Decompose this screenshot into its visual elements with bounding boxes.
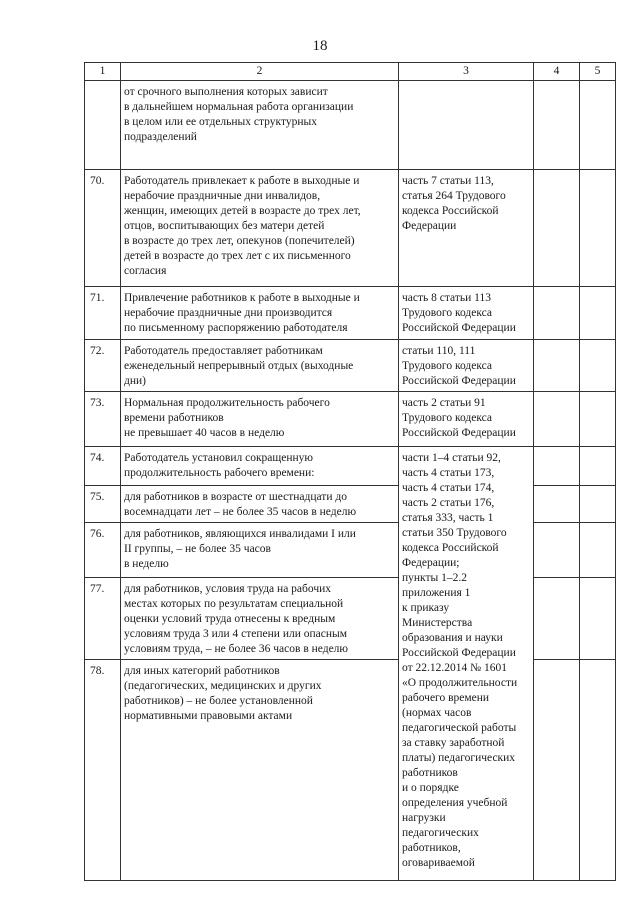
text-line: нормативными правовыми актами <box>124 710 293 722</box>
reference-line: платы) педагогических <box>402 752 516 764</box>
text-line: Работодатель установил сокращенную <box>124 452 314 464</box>
reference-line: образования и науки <box>402 632 503 644</box>
table-row <box>85 170 616 287</box>
text-line: от срочного выполнения которых зависит <box>124 86 328 98</box>
reference-line: и о порядке <box>402 782 459 794</box>
text-line: в возрасте до трех лет, опекунов (попечителей) <box>124 235 355 247</box>
header-col-4: 4 <box>534 63 580 81</box>
row-text <box>121 170 399 287</box>
reference-line: статья 333, часть 1 <box>402 512 494 524</box>
row-reference <box>399 287 534 340</box>
row-col-4 <box>534 81 580 170</box>
header-col-5: 5 <box>580 63 616 81</box>
reference-line: Федерации; <box>402 557 460 569</box>
reference-line: часть 2 статьи 91 <box>402 397 486 409</box>
text-line: подразделений <box>124 131 197 143</box>
reference-line: педагогических <box>402 827 479 839</box>
reference-line: оговариваемой <box>402 857 475 869</box>
row-number: 77. <box>85 578 121 660</box>
row-text <box>121 523 399 578</box>
text-line: для работников, являющихся инвалидами I или <box>124 528 356 540</box>
table-row-continuation <box>85 81 616 170</box>
row-col-5 <box>580 81 616 170</box>
reference-line: пункты 1–2.2 <box>402 572 467 584</box>
row-number: 76. <box>85 523 121 578</box>
row-col-4 <box>534 523 580 578</box>
text-line: оценки условий труда отнесены к вредным <box>124 613 336 625</box>
row-col-4 <box>534 486 580 523</box>
row-reference <box>399 81 534 170</box>
text-line: нерабочие праздничные дни инвалидов, <box>124 190 321 202</box>
row-number: 78. <box>85 660 121 881</box>
row-text <box>121 392 399 447</box>
table-row <box>85 523 616 578</box>
text-line: отцов, воспитывающих без матери детей <box>124 220 325 232</box>
row-number: 72. <box>85 340 121 392</box>
header-col-2: 2 <box>121 63 399 81</box>
text-line: в дальнейшем нормальная работа организации <box>124 101 354 113</box>
row-text <box>121 486 399 523</box>
reference-line: «О продолжительности <box>402 677 518 689</box>
page-number: 18 <box>312 38 328 54</box>
reference-line: за ставку заработной <box>402 737 505 749</box>
row-number: 74. <box>85 447 121 486</box>
reference-line: Министерства <box>402 617 473 629</box>
text-line: не превышает 40 часов в неделю <box>124 427 285 439</box>
reference-line: педагогической работы <box>402 722 517 734</box>
row-text <box>121 340 399 392</box>
row-col-5 <box>580 392 616 447</box>
table-row <box>85 287 616 340</box>
row-col-5 <box>580 486 616 523</box>
row-col-4 <box>534 447 580 486</box>
row-col-5 <box>580 340 616 392</box>
row-col-4 <box>534 578 580 660</box>
text-line: условиям труда 3 или 4 степени или опасным <box>124 628 348 640</box>
row-col-5 <box>580 578 616 660</box>
table-row <box>85 392 616 447</box>
text-line: условиям труда, – не более 36 часов в неделю <box>124 643 349 655</box>
text-line: еженедельный непрерывный отдых (выходные <box>124 360 354 372</box>
row-number: 70. <box>85 170 121 287</box>
text-line: восемнадцати лет – не более 35 часов в неделю <box>124 506 357 518</box>
reference-line: от 22.12.2014 № 1601 <box>402 662 507 674</box>
reference-line: Трудового кодекса <box>402 360 492 372</box>
reference-line: определения учебной <box>402 797 508 809</box>
row-number: 73. <box>85 392 121 447</box>
table-row <box>85 447 616 486</box>
reference-line: Российской Федерации <box>402 427 516 439</box>
reference-line: приложения 1 <box>402 587 471 599</box>
reference-line: часть 8 статьи 113 <box>402 292 491 304</box>
requirements-table <box>84 62 616 881</box>
text-line: продолжительность рабочего времени: <box>124 467 315 479</box>
row-col-4 <box>534 660 580 881</box>
reference-line: часть 7 статьи 113, <box>402 175 494 187</box>
row-text <box>121 287 399 340</box>
reference-line: работников <box>402 767 458 779</box>
row-reference <box>399 392 534 447</box>
reference-line: Российской Федерации <box>402 322 516 334</box>
text-line: женщин, имеющих детей в возрасте до трех лет, <box>124 205 361 217</box>
text-line: в неделю <box>124 558 169 570</box>
row-col-4 <box>534 287 580 340</box>
row-col-4 <box>534 170 580 287</box>
text-line: по письменному распоряжению работодателя <box>124 322 348 334</box>
reference-line: статьи 350 Трудового <box>402 527 507 539</box>
row-number: 71. <box>85 287 121 340</box>
row-col-5 <box>580 287 616 340</box>
text-line: для работников, условия труда на рабочих <box>124 583 332 595</box>
reference-line: статья 264 Трудового <box>402 190 506 202</box>
row-text <box>121 578 399 660</box>
text-line: местах которых по результатам специальной <box>124 598 344 610</box>
text-line: в целом или ее отдельных структурных <box>124 116 317 128</box>
table-header-row <box>85 63 616 81</box>
text-line: Нормальная продолжительность рабочего <box>124 397 330 409</box>
row-col-5 <box>580 523 616 578</box>
reference-line: работников, <box>402 842 461 854</box>
reference-line: статьи 110, 111 <box>402 345 476 357</box>
text-line: детей в возрасте до трех лет с их письменного <box>124 250 351 262</box>
reference-line: Трудового кодекса <box>402 412 492 424</box>
reference-line: часть 4 статьи 173, <box>402 467 495 479</box>
text-line: работников) – не более установленной <box>124 695 313 707</box>
row-reference <box>399 170 534 287</box>
reference-line: Российской Федерации <box>402 647 516 659</box>
reference-line: Федерации <box>402 220 457 232</box>
text-line: для работников в возрасте от шестнадцати до <box>124 491 347 503</box>
row-reference <box>399 340 534 392</box>
row-text <box>121 660 399 881</box>
reference-line: нагрузки <box>402 812 446 824</box>
reference-line: Трудового кодекса <box>402 307 492 319</box>
text-line: нерабочие праздничные дни производится <box>124 307 333 319</box>
text-line: (педагогических, медицинских и других <box>124 680 322 692</box>
reference-line: кодекса Российской <box>402 542 499 554</box>
table-row <box>85 660 616 881</box>
reference-line: Российской Федерации <box>402 375 516 387</box>
text-line: Работодатель предоставляет работникам <box>124 345 323 357</box>
reference-line: к приказу <box>402 602 450 614</box>
row-col-4 <box>534 340 580 392</box>
header-col-1: 1 <box>85 63 121 81</box>
row-number <box>85 81 121 170</box>
reference-line: (нормах часов <box>402 707 472 719</box>
shared-reference <box>399 447 534 881</box>
row-col-4 <box>534 392 580 447</box>
row-col-5 <box>580 447 616 486</box>
reference-line: части 1–4 статьи 92, <box>402 452 501 464</box>
text-line: для иных категорий работников <box>124 665 280 677</box>
row-text <box>121 447 399 486</box>
table-row <box>85 578 616 660</box>
text-line: Работодатель привлекает к работе в выходные и <box>124 175 360 187</box>
row-number: 75. <box>85 486 121 523</box>
text-line: времени работников <box>124 412 224 424</box>
row-col-5 <box>580 660 616 881</box>
text-line: Привлечение работников к работе в выходные и <box>124 292 360 304</box>
table-row <box>85 486 616 523</box>
text-line: II группы, – не более 35 часов <box>124 543 271 555</box>
header-col-3: 3 <box>399 63 534 81</box>
row-text <box>121 81 399 170</box>
row-col-5 <box>580 170 616 287</box>
reference-line: рабочего времени <box>402 692 490 704</box>
reference-line: часть 4 статьи 174, <box>402 482 495 494</box>
reference-line: кодекса Российской <box>402 205 499 217</box>
text-line: дни) <box>124 375 146 387</box>
table-row <box>85 340 616 392</box>
text-line: согласия <box>124 265 167 277</box>
reference-line: часть 2 статьи 176, <box>402 497 495 509</box>
